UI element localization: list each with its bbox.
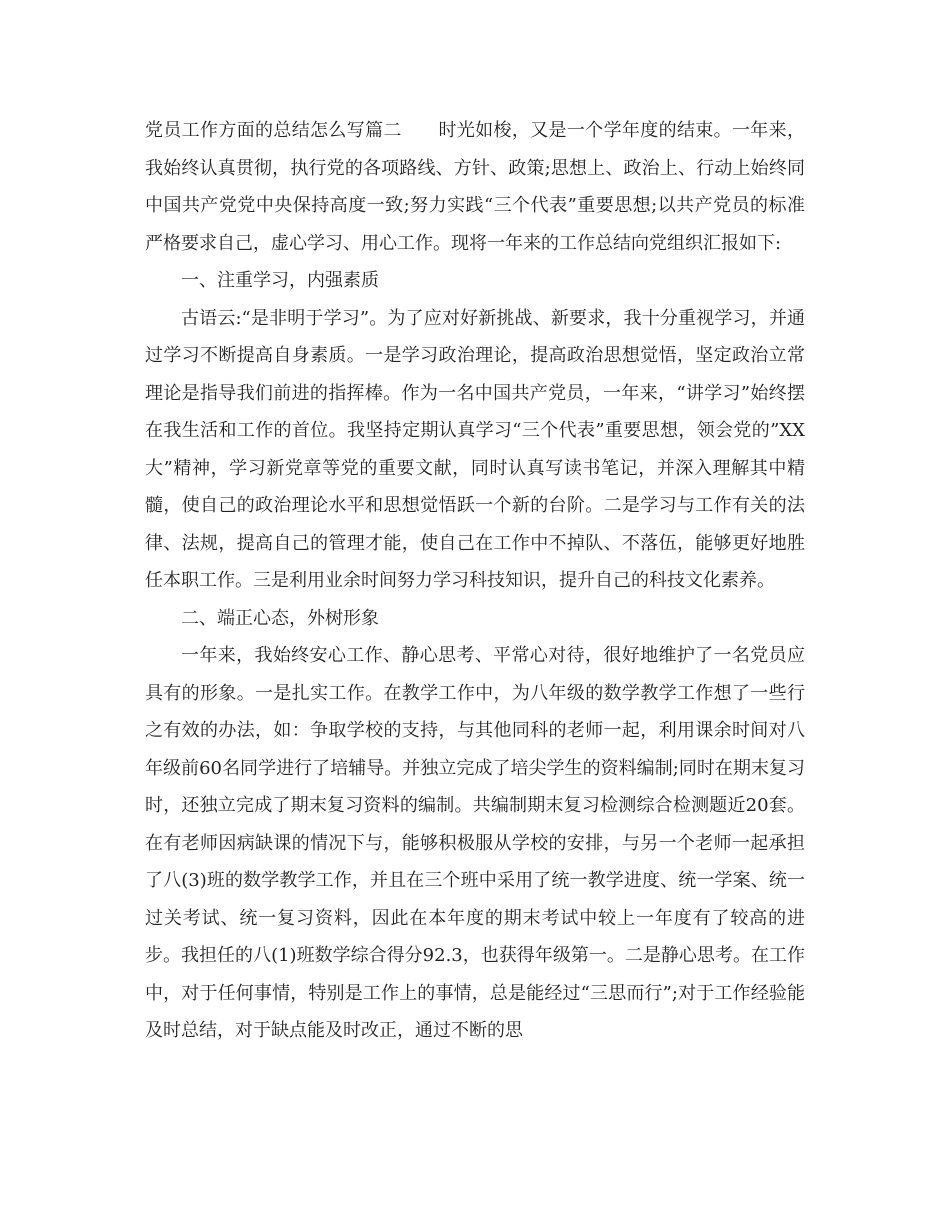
body-paragraph-2: 一年来，我始终安心工作、静心思考、平常心对待，很好地维护了一名党员应具有的形象。一是扎实工作。在教学工作中，为八年级的数学教学工作想了一些行之有效的办法，如：争取学校的支持，与其他同科的老师一起，利用课余时间对八年级前60名同学进行了培辅导。并独立完成了培尖学生的资料编制;同时在期末复习时，还独立完成了期末复习资料的编制。共编制期末复习检测综合检测题近20套。在有老师因病缺课的情况下与，能够积极服从学校的安排，与另一个老师一起承担了八(3)班的数学教学工作，并且在三个班中采用了统一教学进度、统一学案、统一过关考试、统一复习资料，因此在本年度的期末考试中较上一年度有了较高的进步。我担任的八(1)班数学综合得分92.3，也获得年级第一。二是静心思考。在工作中，对于任何事情，特别是工作上的事情，总是能经过“三思而行”;对于工作经验能及时总结，对于缺点能及时改正，通过不断的思 — [145, 645, 805, 1041]
body-paragraph-1: 古语云:“是非明于学习”。为了应对好新挑战、新要求，我十分重视学习，并通过学习不断提高自身素质。一是学习政治理论，提高政治思想觉悟，坚定政治立常理论是指导我们前进的指挥棒。作为一名中国共产党员，一年来，“讲学习”始终摆在我生活和工作的首位。我坚持定期认真学习“三个代表”重要思想，领会党的”XX大”精神，学习新党章等党的重要文献，同时认真写读书笔记，并深入理解其中精髓，使自己的政治理论水平和思想觉悟跃一个新的台阶。二是学习与工作有关的法律、法规，提高自己的管理才能，使自己在工作中不掉队、不落伍，能够更好地胜任本职工作。三是利用业余时间努力学习科技知识，提升自己的科技文化素养。 — [145, 307, 805, 591]
section-heading-1: 一、注重学习，内强素质 — [181, 270, 379, 291]
document-page — [145, 112, 805, 1050]
intro-paragraph: 党员工作方面的总结怎么写篇二 时光如梭，又是一个学年度的结束。一年来，我始终认真贯彻，执行党的各项路线、方针、政策;思想上、政治上、行动上始终同中国共产党党中央保持高度一致;努力实践“三个代表”重要思想;以共产党员的标准严格要求自己，虚心学习、用心工作。现将一年来的工作总结向党组织汇报如下: — [145, 120, 805, 254]
section-heading-2: 二、端正心态，外树形象 — [181, 607, 379, 629]
